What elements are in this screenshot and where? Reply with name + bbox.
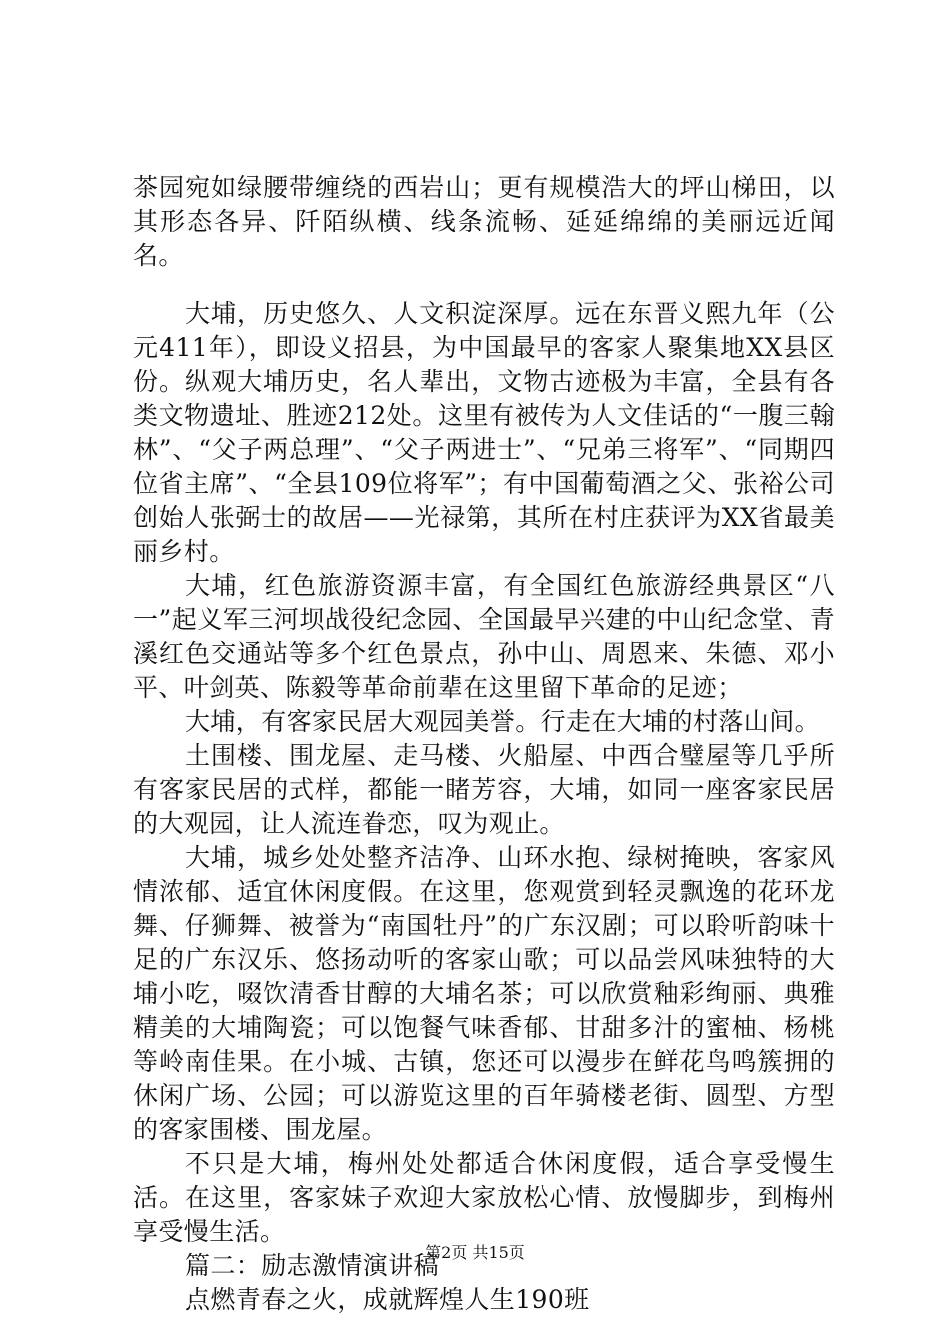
paragraph-tea-garden: 茶园宛如绿腰带缠绕的西岩山；更有规模浩大的坪山梯田，以其形态各异、阡陌纵横、线条流畅、延延绵绵的美丽远近闻名。 — [133, 173, 835, 270]
paragraph-history: 大埔，历史悠久、人文积淀深厚。远在东晋义熙九年（公元411年），即设义招县，为中国最早的客家人聚集地XX县区份。纵观大埔历史，名人辈出，文物古迹极为丰富，全县有各类文物遗址、胜迹212处。这里有被传为人文佳话的“一腹三翰林”、“父子两总理”、“父子两进士”、“兄弟三将军”、“同期四位省主席”、“全县109位将军”；有中国葡萄酒之父、张裕公司创始人张弼士的故居——光禄第，其所在村庄获评为XX省最美丽乡村。 — [133, 299, 835, 566]
paragraph-hakka-residence-intro: 大埔，有客家民居大观园美誉。行走在大埔的村落山间。 — [185, 707, 821, 736]
section-heading-speech: 篇二：励志激情演讲稿 — [185, 1251, 440, 1280]
document-body — [133, 171, 835, 1317]
paragraph-hakka-residence-styles: 土围楼、围龙屋、走马楼、火船屋、中西合璧屋等几乎所有客家民居的式样，都能一睹芳容，大埔，如同一座客家民居的大观园，让人流连眷恋，叹为观止。 — [133, 741, 835, 838]
paragraph-leisure: 大埔，城乡处处整齐洁净、山环水抱、绿树掩映，客家风情浓郁、适宜休闲度假。在这里，您观赏到轻灵飘逸的花环龙舞、仔狮舞、被誉为“南国牡丹”的广东汉剧；可以聆听韵味十足的广东汉乐、悠扬动听的客家山歌；可以品尝风味独特的大埔小吃，啜饮清香甘醇的大埔名茶；可以欣赏釉彩绚丽、典雅精美的大埔陶瓷；可以饱餐气味香郁、甘甜多汁的蜜柚、杨桃等岭南佳果。在小城、古镇，您还可以漫步在鲜花鸟鸣簇拥的休闲广场、公园；可以游览这里的百年骑楼老街、圆型、方型的客家围楼、围龙屋。 — [133, 843, 835, 1144]
paragraph-meizhou-slow-life: 不只是大埔，梅州处处都适合休闲度假，适合享受慢生活。在这里，客家妹子欢迎大家放松心情、放慢脚步，到梅州享受慢生活。 — [133, 1149, 835, 1246]
paragraph-red-tourism: 大埔，红色旅游资源丰富，有全国红色旅游经典景区“八一”起义军三河坝战役纪念园、全国最早兴建的中山纪念堂、青溪红色交通站等多个红色景点，孙中山、周恩来、朱德、邓小平、叶剑英、陈毅等革命前辈在这里留下革命的足迹； — [133, 571, 835, 702]
page-footer: 第2页 共15页 — [425, 1243, 525, 1262]
speech-title: 点燃青春之火，成就辉煌人生190班 — [185, 1285, 590, 1314]
